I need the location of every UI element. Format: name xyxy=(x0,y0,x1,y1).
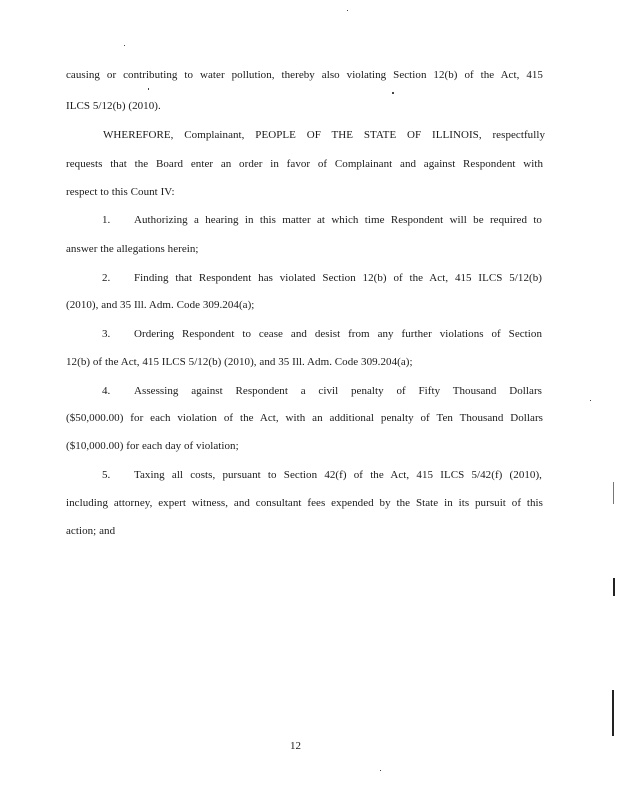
scan-speck xyxy=(124,45,125,46)
item-5-line-3: action; and xyxy=(66,525,116,537)
item-1-number: 1. xyxy=(102,214,111,226)
item-2-line-2: (2010), and 35 Ill. Adm. Code 309.204(a); xyxy=(66,299,255,311)
item-4-line-3: ($10,000.00) for each day of violation; xyxy=(66,440,239,452)
continuation-line-2: ILCS 5/12(b) (2010). xyxy=(66,100,161,112)
item-5-number: 5. xyxy=(102,469,111,481)
wherefore-line-2: requests that the Board enter an order in favor of Complainant and against Respondent with xyxy=(66,158,543,170)
scan-speck xyxy=(392,92,394,94)
scan-speck xyxy=(590,400,591,401)
item-1-line-2: answer the allegations herein; xyxy=(66,243,199,255)
item-4-line-2: ($50,000.00) for each violation of the Act, with an additional penalty of Ten Thousand Dollars xyxy=(66,412,543,424)
item-2-line-1: Finding that Respondent has violated Section 12(b) of the Act, 415 ILCS 5/12(b) xyxy=(134,272,542,284)
scan-edge-mark xyxy=(612,690,614,736)
wherefore-line-3: respect to this Count IV: xyxy=(66,186,175,198)
item-2-number: 2. xyxy=(102,272,111,284)
item-3-number: 3. xyxy=(102,328,111,340)
item-1-line-1: Authorizing a hearing in this matter at which time Respondent will be required to xyxy=(134,214,542,226)
wherefore-line-1: WHEREFORE, Complainant, PEOPLE OF THE STATE OF ILLINOIS, respectfully xyxy=(103,129,545,141)
scan-speck xyxy=(380,770,381,771)
scan-edge-mark xyxy=(613,578,615,596)
continuation-line-1: causing or contributing to water pollution, thereby also violating Section 12(b) of the Act, 415 xyxy=(66,69,543,81)
scan-speck xyxy=(347,10,348,11)
item-3-line-1: Ordering Respondent to cease and desist from any further violations of Section xyxy=(134,328,542,340)
item-5-line-1: Taxing all costs, pursuant to Section 42(f) of the Act, 415 ILCS 5/42(f) (2010), xyxy=(134,469,542,481)
item-5-line-2: including attorney, expert witness, and consultant fees expended by the State in its pursuit of this xyxy=(66,497,543,509)
item-3-line-2: 12(b) of the Act, 415 ILCS 5/12(b) (2010), and 35 Ill. Adm. Code 309.204(a); xyxy=(66,356,413,368)
page-number: 12 xyxy=(290,740,301,752)
scan-edge-mark xyxy=(613,482,614,504)
item-4-line-1: Assessing against Respondent a civil penalty of Fifty Thousand Dollars xyxy=(134,385,542,397)
scan-speck xyxy=(148,88,149,90)
item-4-number: 4. xyxy=(102,385,111,397)
